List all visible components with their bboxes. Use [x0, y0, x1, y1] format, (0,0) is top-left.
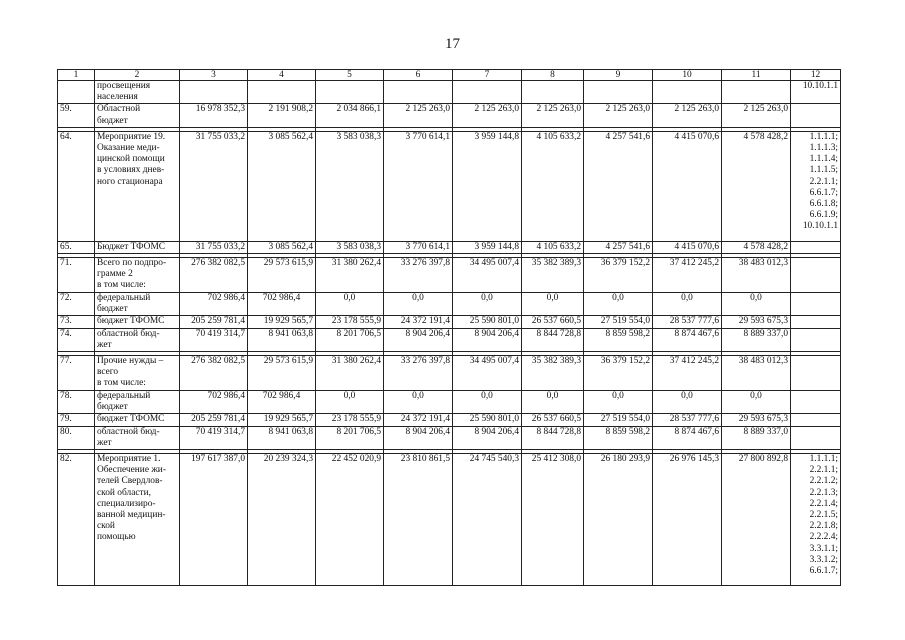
- value-cell: 205 259 781,4: [180, 316, 248, 328]
- column-number-row: [58, 70, 841, 81]
- value-cell: 27 519 554,0: [584, 414, 653, 426]
- column-number: 12: [791, 70, 841, 81]
- value-cell: 8 889 337,0: [722, 328, 791, 351]
- value-cell: 3 583 038,3: [316, 131, 384, 241]
- value-cell: 205 259 781,4: [180, 414, 248, 426]
- value-cell: 27 519 554,0: [584, 316, 653, 328]
- table-row: [58, 293, 841, 316]
- value-cell: 702 986,4: [248, 391, 316, 414]
- value-cell: [316, 81, 384, 104]
- value-cell: 28 537 777,6: [653, 316, 722, 328]
- value-cell: 4 578 428,2: [722, 131, 791, 241]
- value-cell: [722, 81, 791, 104]
- value-cell: 23 178 555,9: [316, 316, 384, 328]
- value-cell: 70 419 314,7: [180, 328, 248, 351]
- value-cell: 34 495 007,4: [453, 356, 522, 391]
- indicator-codes: [791, 426, 841, 449]
- value-cell: 0,0: [316, 391, 384, 414]
- value-cell: 8 859 598,2: [584, 328, 653, 351]
- value-cell: 4 415 070,6: [653, 131, 722, 241]
- row-number: 79.: [58, 414, 95, 426]
- value-cell: 0,0: [653, 293, 722, 316]
- value-cell: 0,0: [384, 391, 453, 414]
- value-cell: 37 412 245,2: [653, 356, 722, 391]
- row-name: федеральный бюджет: [95, 293, 180, 316]
- table-row: [58, 391, 841, 414]
- column-number: 10: [653, 70, 722, 81]
- value-cell: 8 844 728,8: [522, 328, 584, 351]
- value-cell: 702 986,4: [180, 293, 248, 316]
- row-name: Областной бюджет: [95, 104, 180, 127]
- value-cell: [248, 81, 316, 104]
- value-cell: 29 573 615,9: [248, 356, 316, 391]
- value-cell: 8 859 598,2: [584, 426, 653, 449]
- value-cell: 0,0: [584, 293, 653, 316]
- value-cell: 702 986,4: [248, 293, 316, 316]
- column-number: 8: [522, 70, 584, 81]
- value-cell: 22 452 020,9: [316, 454, 384, 586]
- value-cell: 0,0: [522, 391, 584, 414]
- value-cell: 197 617 387,0: [180, 454, 248, 586]
- column-number: 5: [316, 70, 384, 81]
- row-number: 80.: [58, 426, 95, 449]
- value-cell: 2 191 908,2: [248, 104, 316, 127]
- value-cell: 0,0: [522, 293, 584, 316]
- indicator-codes: [791, 391, 841, 414]
- value-cell: 28 537 777,6: [653, 414, 722, 426]
- value-cell: 24 745 540,3: [453, 454, 522, 586]
- column-number: 7: [453, 70, 522, 81]
- column-number: 3: [180, 70, 248, 81]
- column-number: 4: [248, 70, 316, 81]
- value-cell: 4 578 428,2: [722, 241, 791, 253]
- value-cell: 0,0: [453, 293, 522, 316]
- table-row: [58, 81, 841, 104]
- row-name: федеральный бюджет: [95, 391, 180, 414]
- row-name: бюджет ТФОМС: [95, 414, 180, 426]
- value-cell: [453, 81, 522, 104]
- indicator-codes: 1.1.1.1; 1.1.1.3; 1.1.1.4; 1.1.1.5; 2.2.1.1; 6.6.1.7; 6.6.1.8; 6.6.1.9; 10.10.1.1: [791, 131, 841, 241]
- row-number: 77.: [58, 356, 95, 391]
- value-cell: [522, 81, 584, 104]
- row-name: Мероприятие 19. Оказание меди- цинской помощи в условиях днев- ного стационара: [95, 131, 180, 241]
- value-cell: 33 276 397,8: [384, 356, 453, 391]
- value-cell: 8 941 063,8: [248, 328, 316, 351]
- row-number: 74.: [58, 328, 95, 351]
- value-cell: 8 201 706,5: [316, 426, 384, 449]
- value-cell: 27 800 892,8: [722, 454, 791, 586]
- value-cell: 26 976 145,3: [653, 454, 722, 586]
- value-cell: 25 590 801,0: [453, 316, 522, 328]
- value-cell: 702 986,4: [180, 391, 248, 414]
- value-cell: 0,0: [653, 391, 722, 414]
- row-number: 82.: [58, 454, 95, 586]
- value-cell: 31 755 033,2: [180, 241, 248, 253]
- row-name: областной бюд- жет: [95, 426, 180, 449]
- value-cell: 2 125 263,0: [653, 104, 722, 127]
- value-cell: [180, 81, 248, 104]
- table-row: [58, 258, 841, 293]
- indicator-codes: [791, 104, 841, 127]
- value-cell: 36 379 152,2: [584, 356, 653, 391]
- row-number: 59.: [58, 104, 95, 127]
- value-cell: 2 125 263,0: [584, 104, 653, 127]
- column-number: 1: [58, 70, 95, 81]
- value-cell: 31 380 262,4: [316, 356, 384, 391]
- value-cell: 31 380 262,4: [316, 258, 384, 293]
- value-cell: 2 125 263,0: [453, 104, 522, 127]
- value-cell: 3 959 144,8: [453, 131, 522, 241]
- table-row: [58, 104, 841, 127]
- table-row: [58, 454, 841, 586]
- row-number: 78.: [58, 391, 95, 414]
- column-number: 11: [722, 70, 791, 81]
- row-number: 73.: [58, 316, 95, 328]
- table-row: [58, 426, 841, 449]
- row-number: 71.: [58, 258, 95, 293]
- value-cell: [384, 81, 453, 104]
- value-cell: 276 382 082,5: [180, 356, 248, 391]
- value-cell: 8 201 706,5: [316, 328, 384, 351]
- value-cell: 3 770 614,1: [384, 131, 453, 241]
- value-cell: 276 382 082,5: [180, 258, 248, 293]
- row-name: просвещения населения: [95, 81, 180, 104]
- value-cell: 2 034 866,1: [316, 104, 384, 127]
- row-number: 65.: [58, 241, 95, 253]
- value-cell: 3 583 038,3: [316, 241, 384, 253]
- table-row: [58, 316, 841, 328]
- indicator-codes: [791, 241, 841, 253]
- value-cell: 0,0: [722, 391, 791, 414]
- value-cell: 4 415 070,6: [653, 241, 722, 253]
- value-cell: 29 573 615,9: [248, 258, 316, 293]
- value-cell: 8 904 206,4: [453, 426, 522, 449]
- value-cell: 25 590 801,0: [453, 414, 522, 426]
- table-row: [58, 328, 841, 351]
- value-cell: 31 755 033,2: [180, 131, 248, 241]
- value-cell: 0,0: [584, 391, 653, 414]
- value-cell: 4 257 541,6: [584, 131, 653, 241]
- row-name: Мероприятие 1. Обеспечение жи- телей Свердлов- ской области, специализиро- ванной медицин- ской помощью: [95, 454, 180, 586]
- table-row: [58, 356, 841, 391]
- value-cell: 36 379 152,2: [584, 258, 653, 293]
- value-cell: 20 239 324,3: [248, 454, 316, 586]
- value-cell: 3 085 562,4: [248, 131, 316, 241]
- value-cell: 8 874 467,6: [653, 426, 722, 449]
- value-cell: 37 412 245,2: [653, 258, 722, 293]
- table-row: [58, 131, 841, 241]
- value-cell: 29 593 675,3: [722, 316, 791, 328]
- column-number: 2: [95, 70, 180, 81]
- value-cell: 8 941 063,8: [248, 426, 316, 449]
- indicator-codes: [791, 328, 841, 351]
- value-cell: 0,0: [384, 293, 453, 316]
- value-cell: 8 844 728,8: [522, 426, 584, 449]
- row-number: 72.: [58, 293, 95, 316]
- value-cell: 3 770 614,1: [384, 241, 453, 253]
- row-number: 64.: [58, 131, 95, 241]
- row-name: Прочие нужды – всего в том числе:: [95, 356, 180, 391]
- indicator-codes: 10.10.1.1: [791, 81, 841, 104]
- value-cell: 0,0: [722, 293, 791, 316]
- table-row: [58, 414, 841, 426]
- row-name: Всего по подпро- грамме 2 в том числе:: [95, 258, 180, 293]
- value-cell: 4 257 541,6: [584, 241, 653, 253]
- value-cell: 16 978 352,3: [180, 104, 248, 127]
- value-cell: 4 105 633,2: [522, 241, 584, 253]
- value-cell: 38 483 012,3: [722, 258, 791, 293]
- value-cell: 8 889 337,0: [722, 426, 791, 449]
- value-cell: 29 593 675,3: [722, 414, 791, 426]
- row-name: бюджет ТФОМС: [95, 316, 180, 328]
- column-number: 6: [384, 70, 453, 81]
- value-cell: 23 810 861,5: [384, 454, 453, 586]
- value-cell: 8 874 467,6: [653, 328, 722, 351]
- value-cell: 25 412 308,0: [522, 454, 584, 586]
- value-cell: 34 495 007,4: [453, 258, 522, 293]
- indicator-codes: [791, 258, 841, 293]
- row-name: Бюджет ТФОМС: [95, 241, 180, 253]
- page-number: 17: [445, 36, 460, 52]
- value-cell: 24 372 191,4: [384, 414, 453, 426]
- row-number: [58, 81, 95, 104]
- indicator-codes: 1.1.1.1; 2.2.1.1; 2.2.1.2; 2.2.1.3; 2.2.1.4; 2.2.1.5; 2.2.1.8; 2.2.2.4; 3.3.1.1; 3.3.1.2; 6.6.1.7;: [791, 454, 841, 586]
- indicator-codes: [791, 356, 841, 391]
- indicator-codes: [791, 316, 841, 328]
- value-cell: 33 276 397,8: [384, 258, 453, 293]
- table-row: [58, 241, 841, 253]
- value-cell: 0,0: [316, 293, 384, 316]
- value-cell: 8 904 206,4: [453, 328, 522, 351]
- value-cell: 24 372 191,4: [384, 316, 453, 328]
- row-name: областной бюд- жет: [95, 328, 180, 351]
- value-cell: 8 904 206,4: [384, 426, 453, 449]
- value-cell: 26 537 660,5: [522, 316, 584, 328]
- value-cell: [584, 81, 653, 104]
- value-cell: 35 382 389,3: [522, 356, 584, 391]
- value-cell: 35 382 389,3: [522, 258, 584, 293]
- value-cell: 2 125 263,0: [522, 104, 584, 127]
- value-cell: 23 178 555,9: [316, 414, 384, 426]
- value-cell: 4 105 633,2: [522, 131, 584, 241]
- value-cell: 0,0: [453, 391, 522, 414]
- value-cell: 26 537 660,5: [522, 414, 584, 426]
- value-cell: 3 085 562,4: [248, 241, 316, 253]
- value-cell: 8 904 206,4: [384, 328, 453, 351]
- value-cell: 19 929 565,7: [248, 414, 316, 426]
- value-cell: 2 125 263,0: [384, 104, 453, 127]
- budget-table: [57, 69, 841, 586]
- value-cell: 70 419 314,7: [180, 426, 248, 449]
- value-cell: 2 125 263,0: [722, 104, 791, 127]
- value-cell: [653, 81, 722, 104]
- indicator-codes: [791, 414, 841, 426]
- indicator-codes: [791, 293, 841, 316]
- value-cell: 38 483 012,3: [722, 356, 791, 391]
- value-cell: 3 959 144,8: [453, 241, 522, 253]
- value-cell: 26 180 293,9: [584, 454, 653, 586]
- column-number: 9: [584, 70, 653, 81]
- value-cell: 19 929 565,7: [248, 316, 316, 328]
